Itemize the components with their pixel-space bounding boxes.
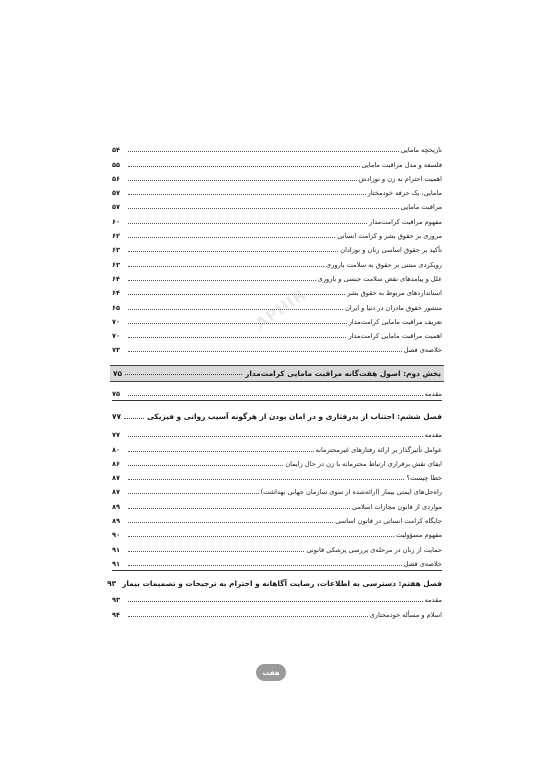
toc-title: مواردی از قانون مجازات اسلامی xyxy=(351,502,442,511)
dot-leader xyxy=(128,492,259,494)
toc-row[interactable] xyxy=(112,554,442,568)
toc-row[interactable] xyxy=(112,211,442,225)
toc-title: منشور حقوق مادران در دنیا و ایران xyxy=(345,303,442,312)
toc-row[interactable] xyxy=(112,183,442,197)
dot-leader xyxy=(128,464,283,466)
dot-leader xyxy=(128,322,347,324)
toc-title: مفهوم مسؤولیت xyxy=(396,531,442,540)
toc-title: راه‌حل‌های ایمنی بیمار (ارائه‌شده از سوی سازمان جهانی بهداشت) xyxy=(260,488,442,497)
toc-title: اهمیت احترام به زن و نوزادش xyxy=(358,174,442,183)
toc-title: مقدمه xyxy=(424,596,442,605)
toc-row[interactable] xyxy=(112,254,442,268)
toc-title: اهمیت مراقبت مامایی کرامت‌مدار xyxy=(348,332,442,341)
dot-leader xyxy=(128,293,345,295)
toc-page-number: ۷۰ xyxy=(112,317,121,326)
toc-page-number: ۹۱ xyxy=(112,545,121,554)
toc-row[interactable] xyxy=(112,154,442,168)
dot-leader xyxy=(128,507,350,509)
toc-row[interactable] xyxy=(112,226,442,240)
dot-leader xyxy=(128,450,314,452)
toc-row[interactable] xyxy=(112,197,442,211)
toc-page-number: ۹۱ xyxy=(112,559,121,568)
dot-leader xyxy=(128,193,366,195)
toc-page-number: ۹۳ xyxy=(112,596,121,605)
toc-title: مراقبت مامایی xyxy=(400,203,442,212)
toc-row[interactable] xyxy=(112,496,442,510)
dot-leader xyxy=(128,564,402,566)
toc-row[interactable] xyxy=(112,439,442,453)
dot-leader xyxy=(128,350,402,352)
dot-leader xyxy=(128,478,404,480)
dot-leader xyxy=(128,550,304,552)
toc-title: مامایی، یک حرفه خودمختار xyxy=(367,189,442,198)
toc-title: مقدمه xyxy=(424,431,442,440)
toc-row[interactable] xyxy=(112,539,442,553)
dot-leader xyxy=(128,435,423,437)
section-page-number: ۷۵ xyxy=(113,369,123,378)
toc-title: خطا چیست؟ xyxy=(406,474,442,483)
dot-leader xyxy=(128,336,346,338)
toc-row[interactable] xyxy=(112,511,442,525)
toc-page-number: ۸۷ xyxy=(112,474,121,483)
toc-page-number: ۶۳ xyxy=(112,260,121,269)
dot-leader xyxy=(128,535,394,537)
chapter-seven-heading[interactable] xyxy=(107,574,442,588)
dot-leader xyxy=(128,394,423,396)
toc-title: فلسفه و مدل مراقبت مامایی xyxy=(361,160,442,169)
toc-row[interactable] xyxy=(112,326,442,340)
toc-page-number: ۶۴ xyxy=(112,274,121,283)
toc-title: علل و پیامدهای نقض سلامت جنسی و باروری xyxy=(317,274,442,283)
toc-page-number: ۷۰ xyxy=(112,332,121,341)
page-number-badge xyxy=(256,664,286,681)
chapter-title: فصل هفتم: دسترسی به اطلاعات، رضایت آگاهانه و احترام به ترجیحات و تصمیمات بیمار xyxy=(122,579,442,588)
toc-page-number: ۸۹ xyxy=(112,517,121,526)
toc-list-chapter-seven xyxy=(112,590,442,619)
toc-row[interactable] xyxy=(112,604,442,618)
divider xyxy=(112,570,442,571)
toc-page-number: ۶۴ xyxy=(112,289,121,298)
dot-leader xyxy=(128,265,324,267)
toc-page-number: ۷۵ xyxy=(112,390,121,399)
dot-leader xyxy=(128,150,399,152)
dot-leader xyxy=(128,222,367,224)
section-two-heading[interactable] xyxy=(110,365,444,382)
toc-title: مقدمه xyxy=(424,390,442,399)
toc-row[interactable] xyxy=(112,340,442,354)
dot-leader xyxy=(128,207,399,209)
toc-row[interactable] xyxy=(112,384,442,398)
chapter-title: فصل ششم: اجتناب از بدرفتاری و در امان بودن از هرگونه آسیب روانی و فیزیکی xyxy=(146,412,442,421)
toc-page-number: ۹۰ xyxy=(112,531,121,540)
toc-row[interactable] xyxy=(112,140,442,154)
toc-list-chapter-six xyxy=(112,425,442,568)
toc-page-number: ۹۴ xyxy=(112,610,121,619)
toc-row[interactable] xyxy=(112,269,442,283)
toc-row[interactable] xyxy=(112,425,442,439)
dot-leader xyxy=(128,236,335,238)
toc-title: اسلام و مسأله خودمختاری xyxy=(369,610,442,619)
toc-page-number: ۸۶ xyxy=(112,459,121,468)
toc-title: خلاصه‌ی فصل xyxy=(403,559,442,568)
toc-page-number: ۸۷ xyxy=(112,488,121,497)
chapter-page-number: ۷۷ xyxy=(112,412,122,421)
toc-page-number: ۶۵ xyxy=(112,303,121,312)
toc-row[interactable] xyxy=(112,468,442,482)
toc-row[interactable] xyxy=(112,482,442,496)
chapter-six-heading[interactable] xyxy=(112,407,442,421)
toc-row[interactable] xyxy=(112,283,442,297)
toc-page-number: ۷۳ xyxy=(112,346,121,355)
dot-leader xyxy=(128,600,423,602)
toc-row[interactable] xyxy=(112,590,442,604)
toc-page-number: ۵۷ xyxy=(112,189,121,198)
toc-page-number: ۶۳ xyxy=(112,246,121,255)
dot-leader xyxy=(128,615,368,617)
toc-row[interactable] xyxy=(112,169,442,183)
dot-leader xyxy=(128,521,333,523)
dot-leader xyxy=(128,165,360,167)
chapter-page-number: ۹۳ xyxy=(107,579,117,588)
dot-leader xyxy=(125,373,242,375)
toc-title: خلاصه‌ی فصل xyxy=(403,346,442,355)
toc-title: مفهوم مراقبت کرامت‌مدار xyxy=(369,217,442,226)
toc-title: تعریف مراقبت مامایی کرامت‌مدار xyxy=(348,317,442,326)
divider xyxy=(112,400,442,401)
toc-row[interactable] xyxy=(112,525,442,539)
section-title: بخش دوم: اصول هفت‌گانه مراقبت مامایی کرامت‌مدار xyxy=(245,369,441,378)
watermark: APHIR xyxy=(252,285,310,333)
toc-page-number: ۵۵ xyxy=(112,160,121,169)
toc-page-number: ۷۷ xyxy=(112,431,121,440)
toc-row[interactable] xyxy=(112,454,442,468)
dot-leader xyxy=(124,417,144,419)
toc-title: ایفای نقش برقراری ارتباط محترمانه با زن در حال زایمان xyxy=(285,459,442,468)
toc-page-number: ۵۶ xyxy=(112,174,121,183)
toc-page-number: ۶۰ xyxy=(112,217,121,226)
toc-title: تاریخچه مامایی xyxy=(400,146,442,155)
toc-page-number: ۵۴ xyxy=(112,146,121,155)
toc-list-section-two xyxy=(112,384,442,398)
toc-title: عوامل تأثیرگذار بر ارائه رفتارهای غیرمحترمانه xyxy=(315,445,442,454)
toc-page-number: ۸۰ xyxy=(112,445,121,454)
toc-title: رویکردی مبتنی بر حقوق به سلامت باروری xyxy=(326,260,442,269)
dot-leader xyxy=(128,308,343,310)
toc-page-number: ۸۹ xyxy=(112,502,121,511)
dot-leader xyxy=(128,179,357,181)
toc-title: استانداردهای مربوط به حقوق بشر xyxy=(347,289,442,298)
toc-title: حمایت از زنان در مرحله‌ی بررسی پزشکی قانونی xyxy=(306,545,442,554)
toc-row[interactable] xyxy=(112,240,442,254)
dot-leader xyxy=(128,279,316,281)
dot-leader xyxy=(128,250,338,252)
toc-page-number: ۶۲ xyxy=(112,232,121,241)
toc-title: مروری بر حقوق بشر و کرامت انسانی xyxy=(337,232,442,241)
toc-page-number: ۵۷ xyxy=(112,203,121,212)
page-label: هفت xyxy=(262,668,280,677)
toc-title: جایگاه کرامت انسانی در قانون اساسی xyxy=(335,517,442,526)
toc-title: تأکید بر حقوق اساسی زنان و نوزادان xyxy=(340,246,442,255)
